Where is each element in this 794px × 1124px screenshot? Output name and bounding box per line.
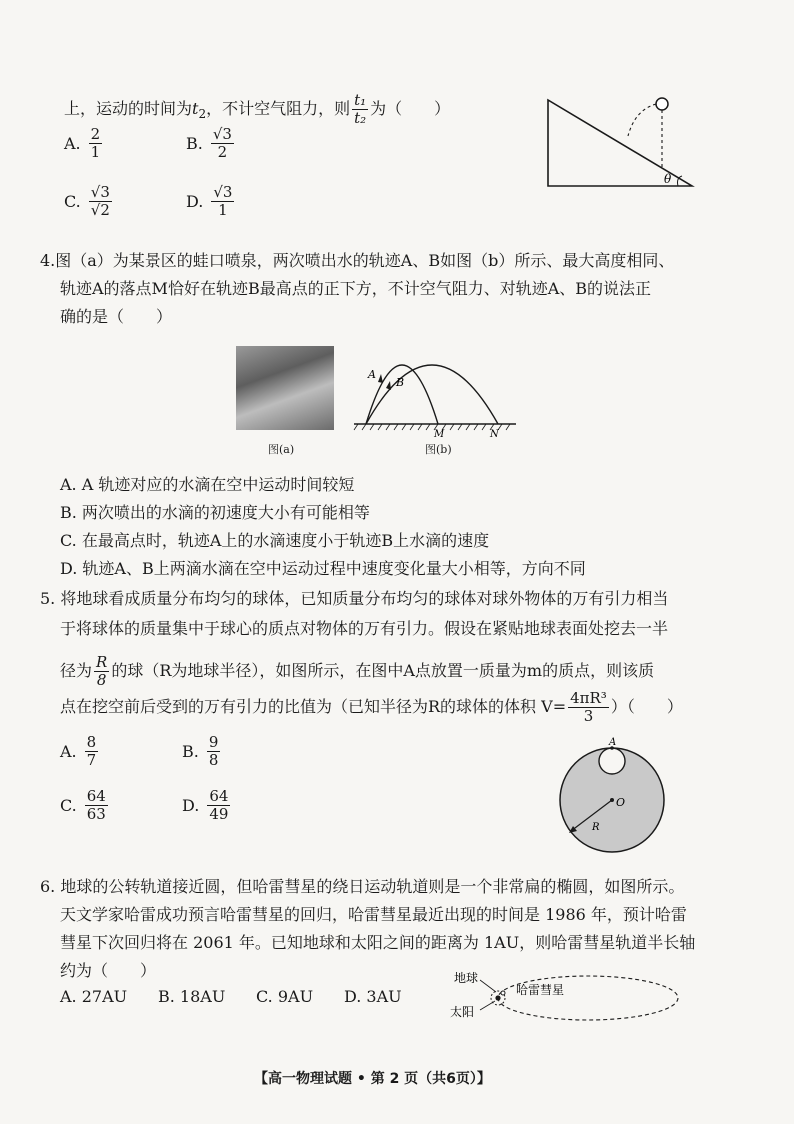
q5-option-d[interactable] [182, 788, 232, 823]
option-label: C. [60, 796, 77, 815]
q5-stem-line2: 于将球体的质量集中于球心的质点对物体的万有引力。假设在紧贴地球表面处挖去一半 [60, 619, 669, 638]
q6-option-b[interactable]: B. 18AU [158, 987, 226, 1006]
frac-num: √3 [212, 125, 232, 143]
option-fraction [211, 126, 234, 161]
frac-num: R [96, 653, 108, 671]
trajectory-diagram [350, 344, 520, 438]
option-label: C. [64, 192, 81, 211]
label-earth: 地球 [454, 971, 479, 985]
ball [656, 98, 668, 110]
trajectory-dashed [628, 104, 656, 136]
q5-r-fraction [94, 654, 109, 689]
sun-pointer [480, 1001, 495, 1010]
option-fraction [211, 184, 234, 219]
cavity-circle [599, 748, 625, 774]
label-sun: 太阳 [450, 1005, 475, 1019]
label-comet: 哈雷彗星 [516, 983, 565, 997]
earth-icon [501, 991, 505, 995]
q3-stem [64, 92, 450, 127]
q5-stem-line4 [60, 690, 683, 725]
option-fraction [85, 734, 99, 769]
q6-option-d[interactable]: D. 3AU [344, 987, 402, 1006]
frac-num: 8 [86, 733, 97, 751]
q3-option-a[interactable] [64, 126, 104, 161]
frac-den: 3 [583, 707, 594, 725]
option-label: A. [60, 742, 77, 761]
frac-num: 9 [208, 733, 219, 751]
label-m: M [434, 429, 445, 438]
option-label: A. [64, 134, 81, 153]
option-fraction [85, 788, 108, 823]
q4-stem-line2: 轨迹A的落点M恰好在轨迹B最高点的正下方，不计空气阻力、对轨迹A、B的说法正 [60, 279, 652, 298]
fountain-photo [236, 346, 334, 430]
q3-t2: t [192, 99, 199, 118]
q4-stem-line3: 确的是（ ） [60, 307, 173, 326]
q3-ratio-num: t₁ [354, 91, 367, 109]
orbit-diagram [440, 964, 684, 1030]
frac-den: 1 [218, 201, 228, 219]
q5-option-c[interactable] [60, 788, 110, 823]
arrow-a [378, 374, 383, 383]
q3-option-c[interactable] [64, 184, 114, 219]
frac-den: 63 [86, 805, 106, 823]
option-label: B. [182, 742, 199, 761]
q4-option-b[interactable]: B. 两次喷出的水滴的初速度大小有可能相等 [60, 503, 370, 522]
option-label: D. [182, 796, 200, 815]
q5-stem-line3 [60, 654, 654, 689]
trajectory-b [366, 365, 498, 424]
option-fraction [89, 184, 112, 219]
q5-text-c: 点在挖空前后受到的万有引力的比值为（已知半径为R的球体的体积 V= [60, 697, 567, 716]
q4-stem-line1: 4.图（a）为某景区的蛙口喷泉，两次喷出水的轨迹A、B如图（b）所示、最大高度相同、 [40, 251, 675, 270]
q5-option-a[interactable] [60, 734, 100, 769]
q5-text-b: 的球（R为地球半径），如图所示，在图中A点放置一质量为m的质点，则该质 [111, 661, 655, 680]
earth-pointer [480, 980, 496, 992]
ground-hatch [354, 424, 510, 430]
frac-num: √3 [90, 183, 110, 201]
q6-stem-line4: 约为（ ） [60, 961, 157, 980]
q6-stem-line1: 6. 地球的公转轨道接近圆，但哈雷彗星的绕日运动轨道则是一个非常扁的椭圆，如图所示。 [40, 877, 685, 896]
label-a: A [609, 737, 617, 748]
earth-cavity-diagram [552, 734, 672, 858]
option-fraction [89, 126, 103, 161]
q3-text-c: 为（ ） [370, 99, 451, 118]
q6-option-a[interactable]: A. 27AU [60, 987, 128, 1006]
q3-option-b[interactable] [186, 126, 236, 161]
trajectory-a [366, 365, 438, 424]
label-r: R [592, 822, 600, 833]
q4-option-a[interactable]: A. A 轨迹对应的水滴在空中运动时间较短 [60, 475, 355, 494]
q3-option-d[interactable] [186, 184, 236, 219]
label-a: A [368, 368, 376, 381]
frac-den: √2 [90, 201, 110, 219]
q3-text-a: 上，运动的时间为 [64, 99, 193, 118]
frac-den: 2 [217, 143, 228, 161]
label-o: O [616, 796, 626, 809]
q5-text-d: ）（ ） [610, 697, 683, 716]
q6-stem-line2: 天文学家哈雷成功预言哈雷彗星的回归，哈雷彗星最近出现的时间是 1986 年，预计哈雷 [60, 905, 687, 924]
frac-num: 64 [209, 787, 229, 805]
frac-den: 8 [208, 751, 219, 769]
sun-icon [495, 995, 500, 1000]
q3-ratio-den: t₂ [354, 109, 367, 127]
option-label: D. [186, 192, 204, 211]
q3-text-b: ，不计空气阻力，则 [206, 99, 351, 118]
label-n: N [490, 429, 499, 438]
frac-den: 1 [90, 143, 101, 161]
option-label: B. [186, 134, 203, 153]
q3-t2-sub: 2 [198, 107, 207, 122]
fig-b-caption: 图(b) [425, 443, 452, 456]
option-fraction [207, 788, 230, 823]
option-fraction [207, 734, 221, 769]
q5-stem-line1: 5. 将地球看成质量分布均匀的球体，已知质量分布均匀的球体对球外物体的万有引力相当 [40, 589, 669, 608]
fig-a-caption: 图(a) [268, 443, 295, 456]
page-footer: 【高一物理试题 • 第 2 页（共6页）】 [254, 1071, 491, 1087]
q3-ratio [352, 92, 368, 127]
q5-text-a: 径为 [60, 661, 93, 680]
q5-volume-fraction [568, 690, 609, 725]
incline-diagram [540, 92, 700, 196]
frac-den: 49 [209, 805, 229, 823]
q4-option-d[interactable]: D. 轨迹A、B上两滴水滴在空中运动过程中速度变化量大小相等，方向不同 [60, 559, 586, 578]
frac-num: 4πR³ [570, 689, 607, 707]
q5-option-b[interactable] [182, 734, 222, 769]
theta-label: θ [664, 172, 672, 186]
frac-num: 64 [86, 787, 106, 805]
arrow-b [386, 381, 391, 390]
q4-option-c[interactable]: C. 在最高点时，轨迹A上的水滴速度小于轨迹B上水滴的速度 [60, 531, 490, 550]
frac-num: √3 [213, 183, 233, 201]
frac-den: 7 [86, 751, 97, 769]
frac-den: 8 [96, 671, 107, 689]
label-b: B [396, 376, 405, 389]
frac-num: 2 [90, 125, 101, 143]
q6-stem-line3: 彗星下次回归将在 2061 年。已知地球和太阳之间的距离为 1AU，则哈雷彗星轨道半长轴 [60, 933, 696, 952]
q6-option-c[interactable]: C. 9AU [256, 987, 314, 1006]
